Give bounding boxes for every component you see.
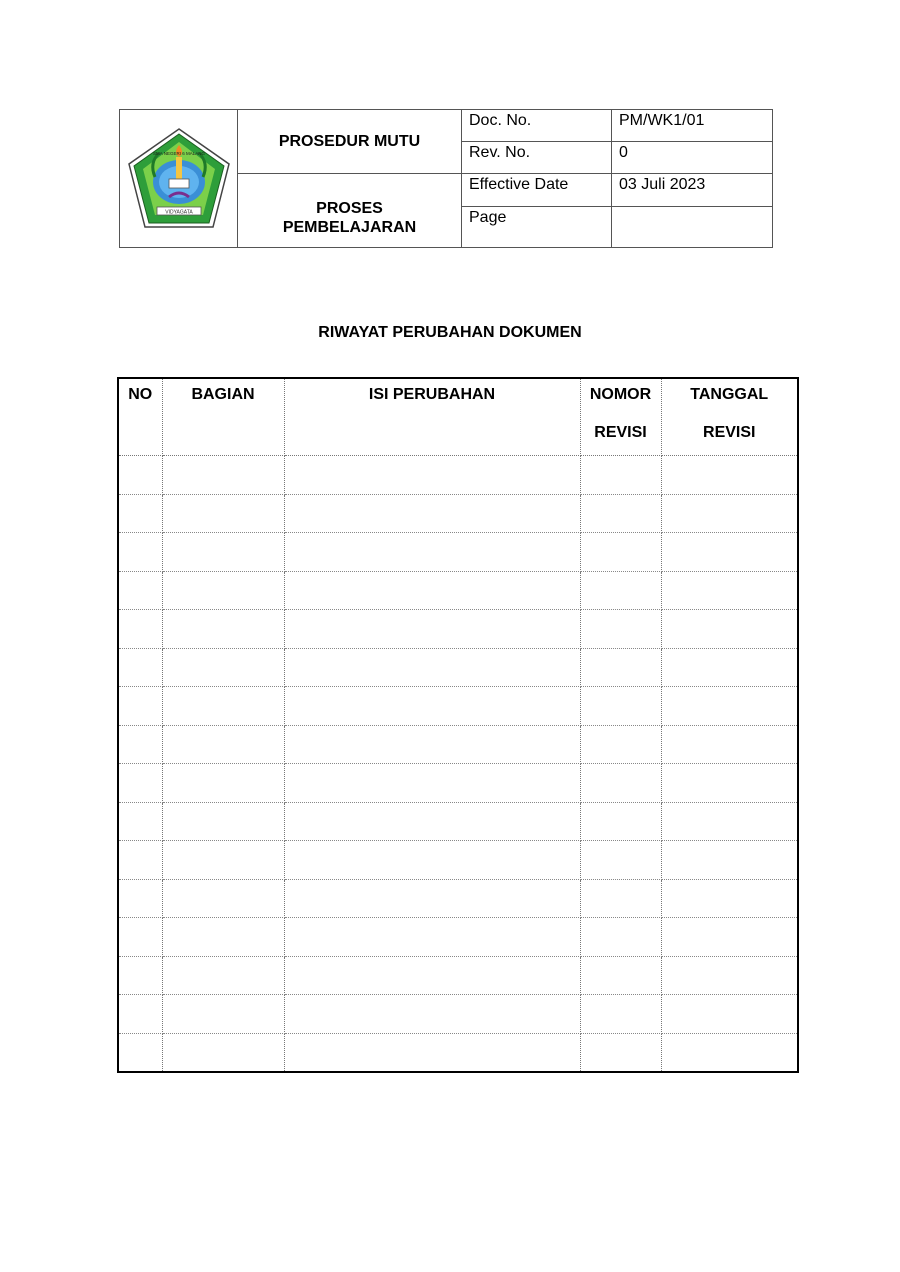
table-cell [162, 648, 284, 687]
doc-type-text: PROSEDUR MUTU [278, 133, 421, 150]
table-cell [284, 841, 580, 880]
table-row [118, 841, 798, 880]
table-row [118, 918, 798, 957]
table-cell [118, 571, 162, 610]
table-cell [284, 879, 580, 918]
table-body [118, 456, 798, 1073]
table-cell [661, 1033, 798, 1072]
col-header-tanggal-revisi: TANGGAL REVISI [661, 378, 798, 456]
table-cell [284, 764, 580, 803]
table-cell [284, 1033, 580, 1072]
table-cell [118, 456, 162, 495]
table-cell [661, 494, 798, 533]
table-row [118, 648, 798, 687]
rev-no-value: 0 [611, 141, 773, 174]
table-cell [118, 764, 162, 803]
table-cell [162, 571, 284, 610]
table-row [118, 764, 798, 803]
col-header-no: NO [118, 378, 162, 456]
table-cell [118, 956, 162, 995]
table-cell [580, 494, 661, 533]
table-row [118, 956, 798, 995]
doc-subject-line2: PEMBELAJARAN [282, 218, 417, 236]
table-cell [580, 725, 661, 764]
table-cell [118, 802, 162, 841]
col-header-nomor-revisi: NOMOR REVISI [580, 378, 661, 456]
page-value [611, 206, 773, 248]
table-cell [580, 918, 661, 957]
table-cell [118, 494, 162, 533]
table-cell [580, 456, 661, 495]
table-cell [162, 918, 284, 957]
section-heading: RIWAYAT PERUBAHAN DOKUMEN [318, 324, 582, 341]
table-cell [118, 725, 162, 764]
table-cell [162, 610, 284, 649]
doc-type-title [237, 109, 462, 174]
table-cell [118, 687, 162, 726]
table-cell [162, 1033, 284, 1072]
doc-no-value: PM/WK1/01 [611, 109, 773, 142]
table-cell [580, 687, 661, 726]
table-cell [162, 764, 284, 803]
table-row [118, 456, 798, 495]
logo-motto: VIDYAGATA [165, 209, 193, 216]
table-cell [580, 956, 661, 995]
table-cell [661, 687, 798, 726]
table-cell [284, 494, 580, 533]
table-row [118, 995, 798, 1034]
effective-date-value: 03 Juli 2023 [611, 173, 773, 207]
table-cell [580, 610, 661, 649]
table-cell [162, 533, 284, 572]
table-cell [661, 879, 798, 918]
table-cell [661, 571, 798, 610]
table-cell [162, 879, 284, 918]
table-row [118, 571, 798, 610]
table-cell [162, 841, 284, 880]
table-cell [661, 456, 798, 495]
table-cell [118, 610, 162, 649]
table-row [118, 725, 798, 764]
table-cell [118, 533, 162, 572]
table-row [118, 687, 798, 726]
table-cell [284, 456, 580, 495]
table-cell [661, 648, 798, 687]
table-cell [162, 494, 284, 533]
table-cell [580, 1033, 661, 1072]
table-cell [162, 995, 284, 1034]
table-cell [284, 687, 580, 726]
table-cell [284, 571, 580, 610]
table-cell [118, 879, 162, 918]
table-header-row [118, 378, 798, 456]
table-cell [162, 802, 284, 841]
table-cell [580, 571, 661, 610]
doc-no-label: Doc. No. [461, 109, 612, 142]
table-cell [661, 918, 798, 957]
doc-subject-line1: PROSES [316, 199, 383, 217]
rev-no-label: Rev. No. [461, 141, 612, 174]
table-cell [162, 687, 284, 726]
table-cell [661, 995, 798, 1034]
table-cell [661, 610, 798, 649]
table-row [118, 879, 798, 918]
table-cell [284, 725, 580, 764]
table-row [118, 1033, 798, 1072]
col-header-isi-perubahan: ISI PERUBAHAN [284, 378, 580, 456]
table-cell [661, 956, 798, 995]
table-cell [284, 648, 580, 687]
table-cell [580, 879, 661, 918]
table-cell [580, 764, 661, 803]
table-cell [162, 725, 284, 764]
page-label: Page [461, 206, 612, 248]
table-row [118, 802, 798, 841]
table-cell [580, 533, 661, 572]
table-cell [284, 610, 580, 649]
school-logo [127, 127, 231, 231]
table-cell [162, 956, 284, 995]
revision-history-table [117, 377, 799, 1073]
col-header-bagian: BAGIAN [162, 378, 284, 456]
doc-subject-title [237, 173, 462, 248]
table-cell [118, 918, 162, 957]
table-cell [118, 995, 162, 1034]
table-cell [580, 841, 661, 880]
table-cell [118, 1033, 162, 1072]
table-cell [580, 802, 661, 841]
table-cell [284, 995, 580, 1034]
table-cell [661, 841, 798, 880]
table-cell [284, 802, 580, 841]
table-cell [580, 648, 661, 687]
table-cell [162, 456, 284, 495]
table-cell [118, 648, 162, 687]
table-cell [284, 918, 580, 957]
table-cell [284, 956, 580, 995]
effective-date-label: Effective Date [461, 173, 612, 207]
table-row [118, 610, 798, 649]
logo-school-name: SMA NEGERI 6 MALANG [152, 151, 206, 156]
table-cell [284, 533, 580, 572]
table-cell [661, 725, 798, 764]
table-cell [661, 764, 798, 803]
table-cell [661, 533, 798, 572]
table-row [118, 533, 798, 572]
table-cell [661, 802, 798, 841]
document-header [119, 109, 773, 248]
table-cell [580, 995, 661, 1034]
logo-cell [119, 109, 238, 248]
table-row [118, 494, 798, 533]
table-cell [118, 841, 162, 880]
